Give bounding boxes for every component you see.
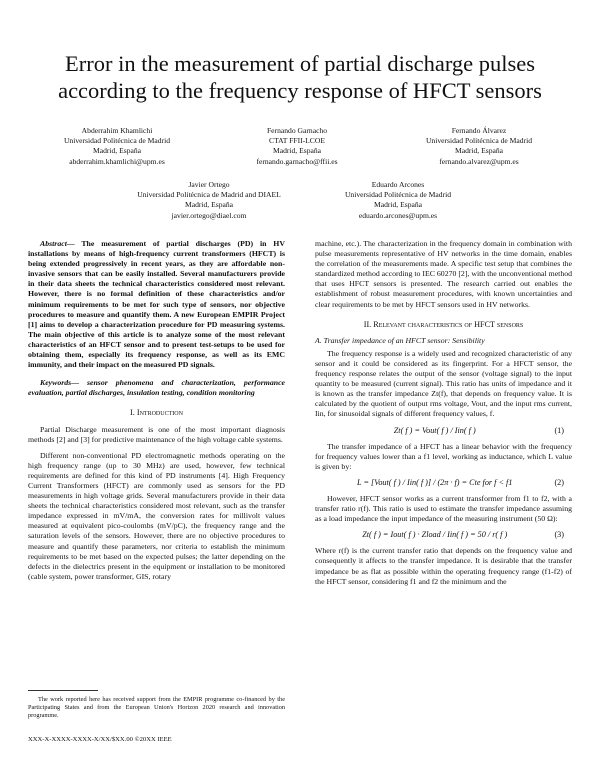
footnote: The work reported here has received support from the EMPIR programme co-financed by the Participating States and from the European Union's Horizon 2020 research and innovation programme. (28, 696, 285, 720)
author-email: fernando.garnacho@ffii.es (256, 156, 338, 166)
section-heading: II. Relevant characteristics of HFCT sensors (363, 319, 524, 329)
footnote-divider (28, 690, 98, 691)
keywords-label: Keywords— (40, 378, 79, 388)
author-city: Madrid, España (454, 146, 504, 156)
right-column (315, 239, 572, 587)
paragraph: However, HFCT sensor works as a current transformer from f1 to f2, with a transfer ratio r(f). This ratio is used to estimate the transfer impedance assuming as a load impedance the input impedance of the measuring instrument (50 Ω): (315, 493, 572, 524)
author-affiliation: Universidad Politécnica de Madrid (344, 190, 452, 200)
author-block (52, 126, 182, 167)
author-city: Madrid, España (373, 200, 423, 210)
author-block (328, 180, 468, 221)
author-block (134, 180, 284, 221)
paragraph: Where r(f) is the current transfer ratio that depends on the frequency value and consequently it affects to the transfer impedance. It is desirable that the transfer impedance be as flat as possible within the operating frequency range (f1-f2) of the HFCT sensor, considering f1 and f2 the minimum and the (315, 546, 572, 586)
equation-2 (315, 478, 572, 488)
paragraph: Different non-conventional PD electromagnetic methods operating on the high frequency range (up to 30 MHz) are used, however, few technical requirements are defined for this kind of PD instruments [4]. High Frequency Current Transformers (HFCT) are commonly used as sensors for the PD measurements in high voltage grids. Several manufacturers provide in their data sheets the technical characteristics considered most relevant, such as the transfer impedance expressed in mV/mA, the conversion rates for millivolt values measured at equivalent pico-coulombs (mV/pC), the frequency range and the saturation levels of the sensors. However, there are no objective procedures to measure and quantify these parameters, nor criteria to establish the minimum requirements to be met based on the expected pulses; the latter depending on the defects in the dielectrics present in the equipment or installation to be monitored (cable system, power transformer, GIS, rotary (28, 450, 285, 581)
copyright-notice: XXX-X-XXXX-XXXX-X/XX/$XX.00 ©20XX IEEE (28, 736, 172, 743)
author-name: Abderrahim Khamlichi (81, 126, 153, 135)
author-email: javier.ortego@diael.com (171, 210, 247, 220)
author-email: abderrahim.khamlichi@upm.es (69, 156, 165, 166)
abstract-text: The measurement of partial discharges (PD) in HV installations by means of high-frequency current transformers (HFCT) is being extended progressively in recent years, as they are affordable non-invasive sensors that can be easily installed. Several manufacturers provide in their data sheets the technical characteristics considered most relevant. However, there is no formal definition of these characteristics and/or minimum requirements to be met for such type of sensors, nor objective procedures to measure and quantify them. A new European EMPIR Project [1] aims to develop a characterization procedure for PD measuring systems. The main objective of this article is to analyze some of the most relevant characteristics of an HFCT sensor and to present test-setups to be used for obtaining them, especially its frequency response, as well as its EMC immunity, and their impact on the measured PD signals. (28, 239, 285, 370)
paragraph: The transfer impedance of a HFCT has a linear behavior with the frequency for frequency values lower than a f1 level, working as inductance, which L value is given by: (315, 441, 572, 471)
paragraph: Partial Discharge measurement is one of the most important diagnosis methods [2] and [3] for predictive maintenance of the high voltage cable systems. (28, 424, 285, 444)
author-block (232, 126, 362, 167)
equation-number: (1) (554, 425, 564, 435)
equation-body: L = [Vout( f ) / Iin( f )] / (2π · f) = Cte for f < f1 (357, 477, 513, 487)
author-city: Madrid, España (272, 146, 322, 156)
equation-number: (2) (554, 477, 564, 487)
abstract-label: Abstract— (40, 239, 75, 248)
paragraph: The frequency response is a widely used and recognized characteristic of any sensor and it could be considered as its fingerprint. For a HFCT sensor, the frequency response relates the output of the sensor (voltage signal) to the input quantity to be measured (current signal). This ratio has units of impedance and it is known as the transfer impedance Zt(f), that depends on frequency value. It is calculated by the quotient of output rms voltage, Vout, and the input rms current, Iin, for sinusoidal signals of different frequency values, f. (315, 348, 572, 419)
paragraph: machine, etc.). The characterization in the frequency domain in combination with pulse measurements representative of HV networks in the time domain, enables the correlation of the measurements made. A specific test setup that combines the standardized method according to IEC 60270 [2], with the unconventional method that uses HFCT sensors is presented. The research carried out enables the establishment of robust measurement procedures, with known uncertainties and clear requirements to be met by HFCT sensors used in HV networks. (315, 239, 573, 309)
author-affiliation: Universidad Politécnica de Madrid (63, 136, 171, 146)
equation-body: Zt( f ) = Iout( f ) · Zload / Iin( f ) = 50 / r( f ) (362, 530, 508, 540)
section-heading: I. Introduction (130, 408, 183, 418)
author-email: fernando.alvarez@upm.es (439, 156, 519, 166)
equation-1 (315, 426, 572, 436)
equation-body: Zt( f ) = Vout( f ) / Iin( f ) (393, 425, 476, 435)
author-name: Fernando Garnacho (266, 126, 328, 135)
paper-title: Error in the measurement of partial discharge pulses according to the frequency response of HFCT sensors (58, 51, 542, 103)
author-city: Madrid, España (92, 146, 142, 156)
abstract (28, 239, 285, 370)
keywords-text: sensor phenomena and characterization, performance evaluation, partial discharges, insulation testing, condition monitoring (28, 378, 285, 398)
left-column (28, 239, 285, 582)
author-city: Madrid, España (184, 200, 234, 210)
author-block (409, 126, 549, 167)
equation-3 (315, 530, 572, 540)
subsection-heading: A. Transfer impedance of an HFCT sensor: Sensibility (315, 335, 485, 345)
author-affiliation: Universidad Politécnica de Madrid (425, 136, 533, 146)
author-name: Fernando Álvarez (451, 126, 507, 135)
equation-number: (3) (554, 530, 564, 540)
author-name: Javier Ortego (188, 180, 230, 189)
author-affiliation: CTAT FFII-LCOE (269, 136, 325, 146)
author-email: eduardo.arcones@upm.es (358, 210, 438, 220)
author-name: Eduardo Arcones (371, 180, 425, 189)
author-affiliation: Universidad Politécnica de Madrid and DIAEL (137, 190, 281, 200)
keywords (28, 378, 285, 398)
